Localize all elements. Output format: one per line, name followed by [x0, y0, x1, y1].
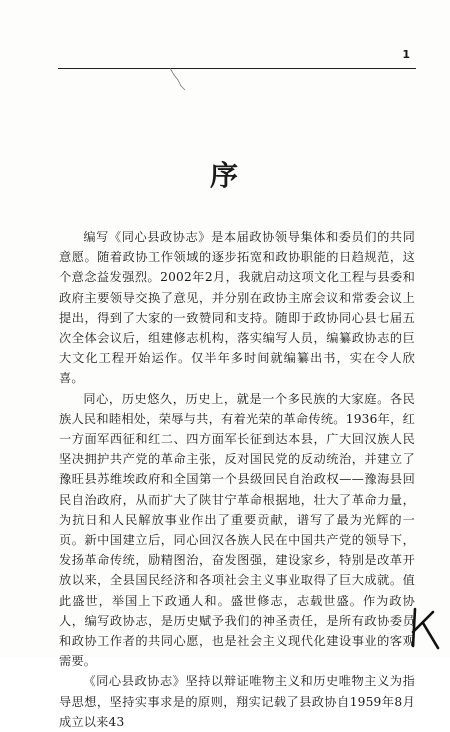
- handwritten-mark: [407, 606, 441, 652]
- paragraph: 同心，历史悠久，历史上，就是一个多民族的大家庭。各民族人民和睦相处，荣辱与共，有着光荣的革命传统。1936年，红一方面军西征和红二、四方面军长征到达本县，广大回汉族人民坚决拥护共产党的革命主张，反对国民党的反动统治，并建立了豫旺县苏维埃政府和全国第一个县级回民自治政权——豫海县回民自治政府，从而扩大了陕甘宁革命根据地，壮大了革命力量，为抗日和人民解放事业作出了重要贡献，谱写了最为光辉的一页。新中国建立后，同心回汉各族人民在中国共产党的领导下，发扬革命传统，励精图治，奋发图强，建设家乡，特别是改革开放以来，全县国民经济和各项社会主义事业取得了巨大成就。值此盛世，举国上下政通人和。盛世修志，志载世盛。作为政协人，编写政协志，是历史赋予我们的神圣责任，是所有政协委员和政协工作者的共同心愿，也是社会主义现代化建设事业的客观需要。: [59, 391, 415, 669]
- paragraph: 《同心县政协志》坚持以辩证唯物主义和历史唯物主义为指导思想，坚持实事求是的原则，翔实记载了县政协自1959年8月成立以来43: [59, 674, 415, 729]
- section-title: 序: [209, 159, 240, 192]
- preface-body: [59, 227, 415, 732]
- paragraph: 编写《同心县政协志》是本届政协领导集体和委员们的共同意愿。随着政协工作领域的逐步拓宽和政协职能的日趋规范，这个意念益发强烈。2002年2月，我就启动这项文化工程与县委和政府主要领导交换了意见，并分别在政协主席会议和常委会议上提出，得到了大家的一致赞同和支持。随即于政协同心县七届五次全体会议后，组建修志机构，落实编写人员，编纂政协志的巨大文化工程开始运作。仅半年多时间就编纂出书，实在令人欣喜。: [59, 230, 415, 386]
- page-number: 1: [402, 48, 410, 61]
- stray-pen-mark: [168, 66, 192, 94]
- running-header-rule: [58, 48, 416, 69]
